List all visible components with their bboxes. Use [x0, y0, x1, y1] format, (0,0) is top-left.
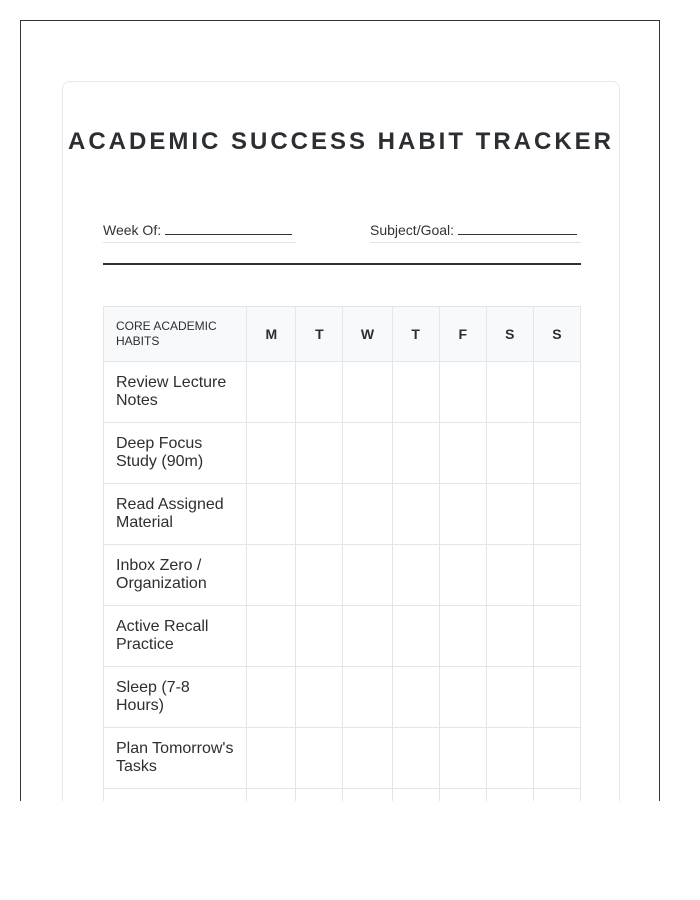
check-cell[interactable]	[486, 606, 533, 667]
habit-name: Deep Focus Study (90m)	[104, 423, 247, 484]
table-header-row	[104, 307, 581, 362]
check-cell[interactable]	[533, 728, 580, 789]
habit-tracker-table	[103, 306, 581, 801]
check-cell[interactable]	[343, 667, 392, 728]
check-cell[interactable]	[247, 667, 296, 728]
check-cell[interactable]	[247, 484, 296, 545]
table-row	[104, 423, 581, 484]
check-cell[interactable]	[247, 728, 296, 789]
check-cell[interactable]	[486, 423, 533, 484]
meta-row	[103, 221, 581, 245]
table-row	[104, 606, 581, 667]
check-cell[interactable]	[247, 789, 296, 802]
check-cell[interactable]	[533, 362, 580, 423]
habit-name	[104, 789, 247, 802]
check-cell[interactable]	[486, 545, 533, 606]
check-cell[interactable]	[296, 789, 343, 802]
habit-name: Inbox Zero / Organization	[104, 545, 247, 606]
check-cell[interactable]	[343, 728, 392, 789]
subject-goal-blank[interactable]	[458, 221, 577, 235]
check-cell[interactable]	[247, 606, 296, 667]
table-row	[104, 667, 581, 728]
check-cell[interactable]	[439, 728, 486, 789]
habit-name: Read Assigned Material	[104, 484, 247, 545]
check-cell[interactable]	[533, 423, 580, 484]
table-row	[104, 789, 581, 802]
week-of-label: Week Of:	[103, 222, 162, 238]
day-header-sat: S	[486, 307, 533, 362]
check-cell[interactable]	[392, 789, 439, 802]
check-cell[interactable]	[296, 728, 343, 789]
check-cell[interactable]	[296, 606, 343, 667]
page-title: ACADEMIC SUCCESS HABIT TRACKER	[67, 128, 614, 155]
table-row	[104, 545, 581, 606]
table-row	[104, 484, 581, 545]
day-header-mon: M	[247, 307, 296, 362]
check-cell[interactable]	[486, 728, 533, 789]
table-row	[104, 728, 581, 789]
day-header-sun: S	[533, 307, 580, 362]
check-cell[interactable]	[343, 545, 392, 606]
check-cell[interactable]	[296, 423, 343, 484]
check-cell[interactable]	[296, 484, 343, 545]
check-cell[interactable]	[533, 484, 580, 545]
check-cell[interactable]	[247, 423, 296, 484]
check-cell[interactable]	[392, 362, 439, 423]
check-cell[interactable]	[439, 545, 486, 606]
subject-goal-label: Subject/Goal:	[370, 222, 455, 238]
check-cell[interactable]	[296, 545, 343, 606]
check-cell[interactable]	[439, 423, 486, 484]
header-divider	[103, 263, 581, 265]
check-cell[interactable]	[343, 423, 392, 484]
habit-name: Review Lecture Notes	[104, 362, 247, 423]
check-cell[interactable]	[392, 667, 439, 728]
table-row	[104, 362, 581, 423]
check-cell[interactable]	[343, 789, 392, 802]
check-cell[interactable]	[392, 423, 439, 484]
check-cell[interactable]	[533, 606, 580, 667]
check-cell[interactable]	[486, 667, 533, 728]
check-cell[interactable]	[486, 484, 533, 545]
week-of-blank[interactable]	[165, 221, 292, 235]
day-header-fri: F	[439, 307, 486, 362]
check-cell[interactable]	[296, 667, 343, 728]
habit-rows	[104, 362, 581, 802]
subject-goal-field[interactable]	[370, 221, 581, 243]
check-cell[interactable]	[439, 484, 486, 545]
tracker-card	[62, 81, 620, 801]
habit-name: Sleep (7-8 Hours)	[104, 667, 247, 728]
check-cell[interactable]	[392, 728, 439, 789]
check-cell[interactable]	[439, 606, 486, 667]
check-cell[interactable]	[296, 362, 343, 423]
check-cell[interactable]	[392, 545, 439, 606]
check-cell[interactable]	[247, 545, 296, 606]
check-cell[interactable]	[533, 545, 580, 606]
day-header-thu: T	[392, 307, 439, 362]
check-cell[interactable]	[343, 484, 392, 545]
check-cell[interactable]	[247, 362, 296, 423]
check-cell[interactable]	[533, 667, 580, 728]
document-page	[20, 20, 660, 801]
week-of-field[interactable]	[103, 221, 296, 243]
check-cell[interactable]	[392, 606, 439, 667]
habit-column-header: CORE ACADEMIC HABITS	[104, 307, 247, 362]
check-cell[interactable]	[533, 789, 580, 802]
check-cell[interactable]	[343, 362, 392, 423]
day-header-tue: T	[296, 307, 343, 362]
check-cell[interactable]	[343, 606, 392, 667]
check-cell[interactable]	[486, 789, 533, 802]
check-cell[interactable]	[392, 484, 439, 545]
day-header-wed: W	[343, 307, 392, 362]
habit-name: Plan Tomorrow's Tasks	[104, 728, 247, 789]
habit-name: Active Recall Practice	[104, 606, 247, 667]
check-cell[interactable]	[439, 789, 486, 802]
check-cell[interactable]	[439, 362, 486, 423]
check-cell[interactable]	[486, 362, 533, 423]
check-cell[interactable]	[439, 667, 486, 728]
